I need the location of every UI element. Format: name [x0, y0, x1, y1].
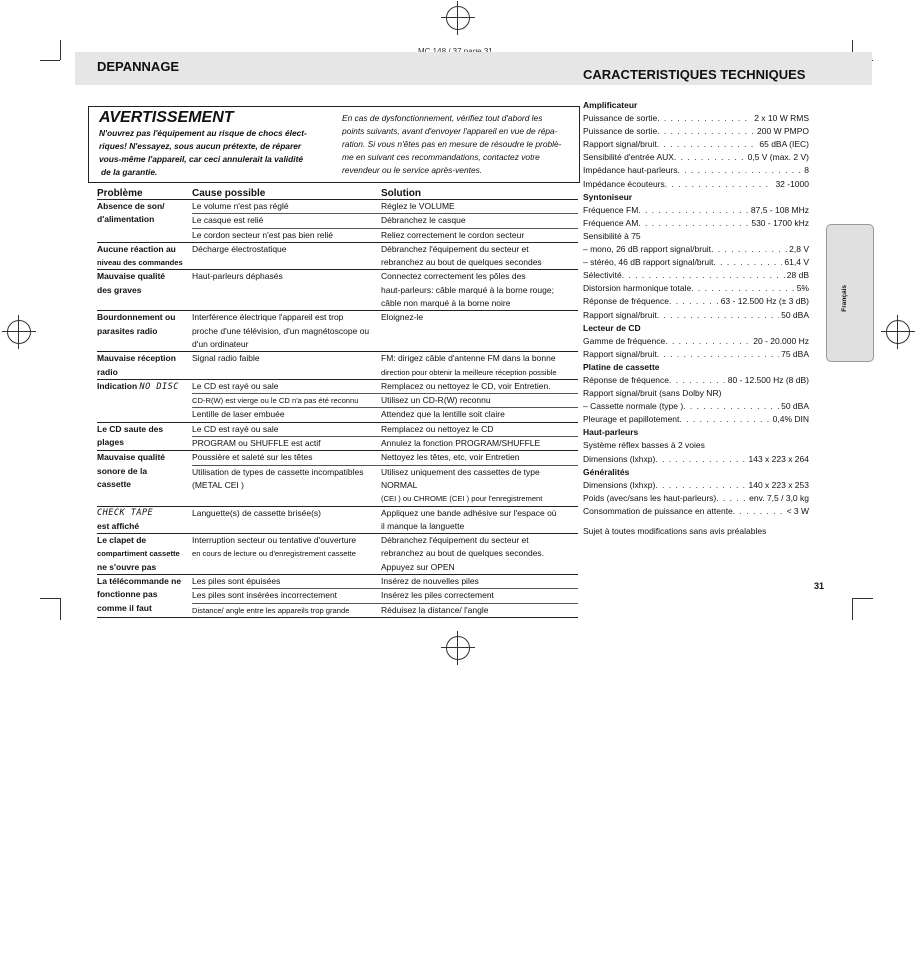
spec-label: Réponse de fréquence — [583, 374, 670, 385]
spec-label: Distorsion harmonique totale — [583, 283, 692, 294]
cause-cell — [192, 352, 381, 379]
cause-cell — [192, 423, 381, 436]
spec-section-title: Haut-parleurs — [583, 427, 639, 438]
spec-text: Sensibilité à 75 — [583, 230, 641, 241]
spec-value: 65 dBA (IEC) — [759, 139, 809, 150]
spec-value: 20 - 20.000 Hz — [753, 335, 809, 346]
cause-line: Utilisation de types de cassette incompatibles — [192, 466, 364, 477]
cause-line: Le CD est rayé ou sale — [192, 380, 279, 391]
problem-line: plages — [97, 437, 124, 448]
table-group — [97, 534, 578, 575]
spec-value: 530 - 1700 kHz — [751, 217, 809, 228]
table-row — [192, 534, 578, 574]
problem-line: sonore de la — [97, 465, 148, 476]
solution-cell — [381, 466, 578, 506]
solution-line: Débranchez le casque — [381, 215, 466, 226]
spec-section-title: Généralités — [583, 466, 630, 477]
spec-leader-dots — [683, 400, 779, 413]
spec-line — [583, 178, 809, 191]
solution-line: Remplacez ou nettoyez le CD, voir Entretien. — [381, 380, 551, 391]
language-tab — [826, 224, 874, 362]
spec-value: 8 — [804, 165, 809, 176]
cause-line: Interférence électrique l'appareil est trop — [192, 312, 344, 323]
problem-cell — [97, 352, 192, 379]
cause-cell — [192, 589, 381, 602]
table-row — [192, 352, 578, 379]
problem-line: est affiché — [97, 520, 140, 531]
solution-cell — [381, 214, 578, 227]
problem-line-text: Indication — [97, 380, 140, 391]
spec-line — [583, 151, 809, 164]
problem-cell — [97, 534, 192, 574]
table-group — [97, 507, 578, 535]
cause-solution-rows — [192, 270, 578, 310]
spec-line — [583, 479, 809, 492]
spec-line — [583, 243, 809, 256]
spec-value: env. 7,5 / 3,0 kg — [749, 492, 809, 503]
spec-value: 61,4 V — [784, 257, 809, 268]
solution-line: Connectez correctement les pôles des — [381, 271, 526, 282]
cause-cell — [192, 451, 381, 464]
spec-value: 50 dBA — [781, 309, 809, 320]
spec-value: 2,8 V — [789, 244, 809, 255]
spec-label: Puissance de sortie — [583, 113, 658, 124]
cause-cell — [192, 604, 381, 617]
cause-line: Lentille de laser embuée — [192, 409, 285, 420]
spec-value: 50 dBA — [781, 401, 809, 412]
spec-value: 200 W PMPO — [757, 126, 809, 137]
problem-cell — [97, 200, 192, 242]
table-row — [192, 394, 578, 408]
cause-line: Les piles sont épuisées — [192, 576, 281, 587]
spec-line — [583, 112, 809, 125]
problem-line: des graves — [97, 284, 142, 295]
spec-value: 80 - 12.500 Hz (8 dB) — [727, 374, 809, 385]
solution-cell — [381, 394, 578, 407]
warning-text: En cas de dysfonctionnement, vérifiez tout d'abord les points suivants, avant d'envoyer l'appareil en vue de répa- ration. Si vous n'êtes pas en mesure de résoudre le problè- me en suivant ces recommandations, contactez votre revendeur ou le service après-ventes. — [342, 113, 562, 175]
cause-cell — [192, 214, 381, 227]
spec-leader-dots — [691, 282, 795, 295]
cause-cell — [192, 534, 381, 574]
spec-line — [583, 282, 809, 295]
spec-value: 0,5 V (max. 2 V) — [747, 152, 809, 163]
spec-label: – Cassette normale (type ) — [583, 401, 684, 412]
spec-label: Sensibilité d'entrée AUX — [583, 152, 674, 163]
cause-line: Poussière et saleté sur les têtes — [192, 452, 313, 463]
spec-label: Réponse de fréquence — [583, 296, 670, 307]
spec-value: 87,5 - 108 MHz — [750, 204, 809, 215]
cause-cell — [192, 437, 381, 450]
cause-solution-rows — [192, 423, 578, 451]
spec-label: – mono, 26 dB rapport signal/bruit — [583, 244, 712, 255]
cause-cell — [192, 575, 381, 588]
lcd-display-text: NO DISC — [139, 381, 179, 392]
spec-value: 140 x 223 x 253 — [748, 479, 809, 490]
cause-line: Le cordon secteur n'est pas bien relié — [192, 229, 334, 240]
spec-value: < 3 W — [786, 505, 809, 516]
spec-leader-dots — [638, 204, 749, 217]
spec-value: 32 -1000 — [775, 178, 809, 189]
table-group — [97, 352, 578, 380]
spec-leader-dots — [657, 348, 779, 361]
problem-cell — [97, 311, 192, 351]
solution-line: direction pour obtenir la meilleure réception possible — [381, 367, 557, 377]
spec-label: Pleurage et papillotement — [583, 414, 680, 425]
table-group — [97, 243, 578, 271]
problem-line: La télécommande ne — [97, 576, 182, 587]
spec-leader-dots — [713, 256, 782, 269]
spec-value: 75 dBA — [781, 348, 809, 359]
registration-mark-right — [886, 320, 910, 344]
problem-cell — [97, 243, 192, 270]
spec-line — [583, 348, 809, 361]
spec-text: Rapport signal/bruit (sans Dolby NR) — [583, 388, 722, 399]
crop-mark — [852, 598, 853, 620]
header-problem: Problème — [97, 188, 143, 199]
warning-title: AVERTISSEMENT — [99, 109, 234, 126]
solution-cell — [381, 229, 578, 242]
spec-line — [583, 505, 809, 518]
problem-line: Mauvaise qualité — [97, 271, 166, 282]
cause-line: Signal radio faible — [192, 353, 260, 364]
problem-line: compartiment cassette — [97, 549, 180, 559]
spec-label: Fréquence AM — [583, 217, 639, 228]
page-number: 31 — [814, 581, 825, 591]
spec-label: Consommation de puissance en attente — [583, 505, 733, 516]
problem-line: Mauvaise réception — [97, 353, 176, 364]
solution-line: câble non marqué à la borne noire — [381, 298, 511, 309]
spec-text: Système réflex basses à 2 voies — [583, 440, 705, 451]
spec-value: 5% — [796, 283, 809, 294]
solution-line: Appuyez sur OPEN — [381, 561, 455, 572]
spec-leader-dots — [679, 413, 770, 426]
solution-line: Réglez le VOLUME — [381, 201, 455, 211]
solution-line: Annulez la fonction PROGRAM/SHUFFLE — [381, 438, 541, 449]
spec-label: – stéréo, 46 dB rapport signal/bruit — [583, 257, 714, 268]
crop-mark — [853, 598, 873, 599]
header-solution: Solution — [381, 188, 421, 199]
spec-label: Dimensions (lxhxp) — [583, 479, 656, 490]
spec-leader-dots — [665, 178, 774, 191]
cause-line: proche d'une télévision, d'un magnétoscope ou — [192, 325, 370, 336]
solution-line: Débranchez l'équipement du secteur et — [381, 535, 529, 546]
solution-line: Attendez que la lentille soit claire — [381, 409, 505, 420]
spec-leader-dots — [669, 295, 719, 308]
spec-label: Rapport signal/bruit — [583, 139, 657, 150]
spec-line — [583, 295, 809, 308]
header-cause: Cause possible — [192, 188, 266, 199]
table-group — [97, 380, 578, 423]
cause-cell — [192, 200, 381, 213]
solution-cell — [381, 507, 578, 534]
solution-line: Eloignez-le — [381, 312, 424, 323]
cause-cell — [192, 507, 381, 534]
registration-mark-bottom — [446, 636, 470, 660]
spec-section-title: Syntoniseur — [583, 191, 633, 202]
table-group — [97, 575, 578, 618]
cause-cell — [192, 243, 381, 270]
spec-leader-dots — [655, 453, 746, 466]
cause-line: Les piles sont insérées incorrectement — [192, 590, 338, 601]
cause-line: Interruption secteur ou tentative d'ouverture — [192, 535, 357, 546]
cause-cell — [192, 466, 381, 506]
problem-line: ne s'ouvre pas — [97, 561, 157, 572]
cause-line: Le volume n'est pas réglé — [192, 201, 289, 211]
table-row — [192, 200, 578, 214]
cause-cell — [192, 380, 381, 393]
problem-line: radio — [97, 366, 118, 377]
spec-line — [583, 138, 809, 151]
spec-line — [583, 309, 809, 322]
spec-section-title: Platine de cassette — [583, 361, 660, 372]
spec-value: 0,4% DIN — [772, 414, 809, 425]
page-title-right: CARACTERISTIQUES TECHNIQUES — [583, 67, 806, 82]
cause-solution-rows — [192, 243, 578, 270]
solution-line: haut-parleurs: câble marqué à la borne rouge; — [381, 284, 554, 295]
table-group — [97, 200, 578, 243]
problem-cell — [97, 507, 192, 534]
solution-line: Débranchez l'équipement du secteur et — [381, 243, 529, 254]
problem-cell — [97, 380, 192, 422]
spec-line — [583, 400, 809, 413]
cause-line: Distance/ angle entre les appareils trop grande — [192, 605, 350, 615]
cause-solution-rows — [192, 200, 578, 242]
cause-solution-rows — [192, 380, 578, 422]
cause-line: en cours de lecture ou d'enregistrement cassette — [192, 549, 356, 559]
solution-cell — [381, 575, 578, 588]
spec-leader-dots — [669, 374, 726, 387]
registration-mark-left — [7, 320, 31, 344]
problem-line: Bourdonnement ou — [97, 312, 176, 323]
cause-solution-rows — [192, 451, 578, 505]
spec-leader-dots — [657, 112, 752, 125]
spec-label: Rapport signal/bruit — [583, 348, 657, 359]
spec-leader-dots — [657, 138, 758, 151]
problem-line — [97, 380, 192, 394]
table-row — [192, 380, 578, 394]
spec-leader-dots — [638, 217, 749, 230]
solution-cell — [381, 311, 578, 351]
table-row — [192, 575, 578, 589]
spec-note: Sujet à toutes modifications sans avis préalables — [583, 526, 767, 536]
problem-line: fonctionne pas — [97, 589, 158, 600]
solution-line: Insérez les piles correctement — [381, 590, 494, 601]
cause-line: CD-R(W) est vierge ou le CD n'a pas été reconnu — [192, 396, 359, 406]
language-tab-label: Français — [841, 285, 848, 312]
cause-solution-rows — [192, 575, 578, 617]
problem-line: comme il faut — [97, 602, 152, 613]
table-row — [192, 451, 578, 465]
cause-solution-rows — [192, 311, 578, 351]
lcd-display-text: CHECK TAPE — [97, 507, 154, 518]
solution-line: rebranchez au bout de quelques secondes — [381, 257, 542, 268]
spec-line — [583, 335, 809, 348]
cause-line: Haut-parleurs déphasés — [192, 271, 283, 282]
cause-cell — [192, 394, 381, 407]
table-row — [192, 311, 578, 351]
crop-mark — [40, 598, 60, 599]
solution-line: Nettoyez les têtes, etc, voir Entretien — [381, 452, 520, 463]
spec-leader-dots — [716, 492, 747, 505]
solution-line: Réduisez la distance/ l'angle — [381, 604, 489, 615]
registration-mark-top — [446, 6, 470, 30]
solution-cell — [381, 437, 578, 450]
solution-line: Utilisez uniquement des cassettes de type NORMAL — [381, 466, 540, 490]
table-group — [97, 311, 578, 352]
cause-line: Le CD est rayé ou sale — [192, 423, 279, 434]
spec-value: 2 x 10 W RMS — [754, 113, 809, 124]
spec-label: Fréquence FM — [583, 204, 639, 215]
spec-leader-dots — [657, 125, 755, 138]
cause-solution-rows — [192, 352, 578, 379]
spec-label: Rapport signal/bruit — [583, 309, 657, 320]
specifications — [583, 99, 809, 538]
cause-cell — [192, 408, 381, 421]
spec-leader-dots — [655, 479, 746, 492]
cause-solution-rows — [192, 507, 578, 534]
cause-cell — [192, 229, 381, 242]
spec-line — [583, 164, 809, 177]
cause-line: Décharge électrostatique — [192, 243, 287, 254]
solution-line: rebranchez au bout de quelques secondes. — [381, 548, 545, 559]
solution-cell — [381, 200, 578, 213]
spec-leader-dots — [622, 269, 785, 282]
table-group — [97, 423, 578, 452]
table-row — [192, 589, 578, 603]
problem-cell — [97, 423, 192, 451]
problem-line: niveau des commandes — [97, 258, 183, 268]
spec-line — [583, 269, 809, 282]
spec-line — [583, 204, 809, 217]
spec-label: Puissance de sortie — [583, 126, 658, 137]
crop-mark — [60, 598, 61, 620]
cause-solution-rows — [192, 534, 578, 574]
spec-line — [583, 413, 809, 426]
solution-cell — [381, 589, 578, 602]
spec-line — [583, 256, 809, 269]
table-group — [97, 451, 578, 506]
table-row — [192, 604, 578, 617]
solution-cell — [381, 408, 578, 421]
spec-leader-dots — [711, 243, 787, 256]
spec-leader-dots — [657, 309, 779, 322]
problem-cell — [97, 451, 192, 505]
crop-mark — [60, 40, 61, 60]
cause-line: PROGRAM ou SHUFFLE est actif — [192, 438, 321, 449]
spec-label: Impédance écouteurs — [583, 178, 665, 189]
table-row — [192, 423, 578, 437]
spec-section-title: Lecteur de CD — [583, 322, 641, 333]
spec-list — [583, 99, 809, 518]
spec-line — [583, 374, 809, 387]
problem-line: Le CD saute des — [97, 423, 164, 434]
spec-line — [583, 453, 809, 466]
table-row — [192, 214, 578, 228]
spec-leader-dots — [674, 151, 746, 164]
spec-leader-dots — [678, 164, 803, 177]
solution-cell — [381, 604, 578, 617]
cause-line: d'un ordinateur — [192, 338, 249, 349]
table-row — [192, 466, 578, 506]
spec-label: Gamme de fréquence — [583, 335, 666, 346]
spec-label: Poids (avec/sans les haut-parleurs) — [583, 492, 717, 503]
crop-mark — [40, 60, 60, 61]
page-title-left: DEPANNAGE — [97, 59, 180, 74]
spec-leader-dots — [733, 505, 785, 518]
solution-line: Reliez correctement le cordon secteur — [381, 229, 525, 240]
solution-cell — [381, 352, 578, 379]
warning-text-bold: N'ouvrez pas l'équipement au risque de chocs élect- riques! N'essayez, sous aucun prétexte, de réparer vous-même l'appareil, car ceci annulerait la validité de la garantie. — [99, 128, 307, 177]
solution-line: il manque la languette — [381, 520, 465, 531]
cause-cell — [192, 270, 381, 310]
cause-cell — [192, 311, 381, 351]
problem-line: parasites radio — [97, 325, 158, 336]
warning-box — [88, 106, 580, 183]
spec-line — [583, 125, 809, 138]
table-row — [192, 270, 578, 310]
table-row — [192, 229, 578, 242]
solution-cell — [381, 451, 578, 464]
solution-cell — [381, 423, 578, 436]
spec-value: 143 x 223 x 264 — [748, 453, 809, 464]
cause-line: (METAL CEI ) — [192, 479, 244, 490]
problem-line: cassette — [97, 478, 132, 489]
cause-line: Le casque est relié — [192, 215, 264, 226]
solution-line: Insérez de nouvelles piles — [381, 576, 479, 587]
problem-cell — [97, 575, 192, 617]
solution-cell — [381, 270, 578, 310]
problem-line: Mauvaise qualité — [97, 452, 166, 463]
spec-line — [583, 492, 809, 505]
table-body — [97, 200, 578, 618]
spec-label: Sélectivité — [583, 270, 622, 281]
table-row — [192, 507, 578, 534]
spec-line — [583, 217, 809, 230]
solution-line: FM: dirigez câble d'antenne FM dans la bonne — [381, 353, 556, 364]
table-row — [192, 408, 578, 421]
problem-line: Absence de son/ — [97, 201, 165, 211]
spec-section-title: Amplificateur — [583, 100, 638, 110]
problem-cell — [97, 270, 192, 310]
solution-line: (CEI ) ou CHROME (CEI ) pour l'enregistrement — [381, 494, 543, 504]
cause-line: Languette(s) de cassette brisée(s) — [192, 507, 321, 518]
solution-line: Utilisez un CD-R(W) reconnu — [381, 395, 491, 406]
problem-line: Aucune réaction au — [97, 243, 176, 254]
table-row — [192, 243, 578, 270]
spec-value: 63 - 12.500 Hz (± 3 dB) — [720, 296, 809, 307]
solution-cell — [381, 243, 578, 270]
troubleshooting-table — [97, 183, 578, 618]
table-row — [192, 437, 578, 450]
solution-line: Appliquez une bande adhésive sur l'espace où — [381, 507, 557, 518]
table-group — [97, 270, 578, 311]
spec-value: 28 dB — [786, 270, 809, 281]
problem-line: d'alimentation — [97, 214, 155, 225]
problem-line: Le clapet de — [97, 535, 147, 546]
spec-leader-dots — [665, 335, 751, 348]
spec-label: Impédance haut-parleurs — [583, 165, 678, 176]
solution-line: Remplacez ou nettoyez le CD — [381, 423, 494, 434]
spec-label: Dimensions (lxhxp) — [583, 453, 656, 464]
table-header — [97, 183, 578, 200]
solution-cell — [381, 534, 578, 574]
solution-cell — [381, 380, 578, 393]
